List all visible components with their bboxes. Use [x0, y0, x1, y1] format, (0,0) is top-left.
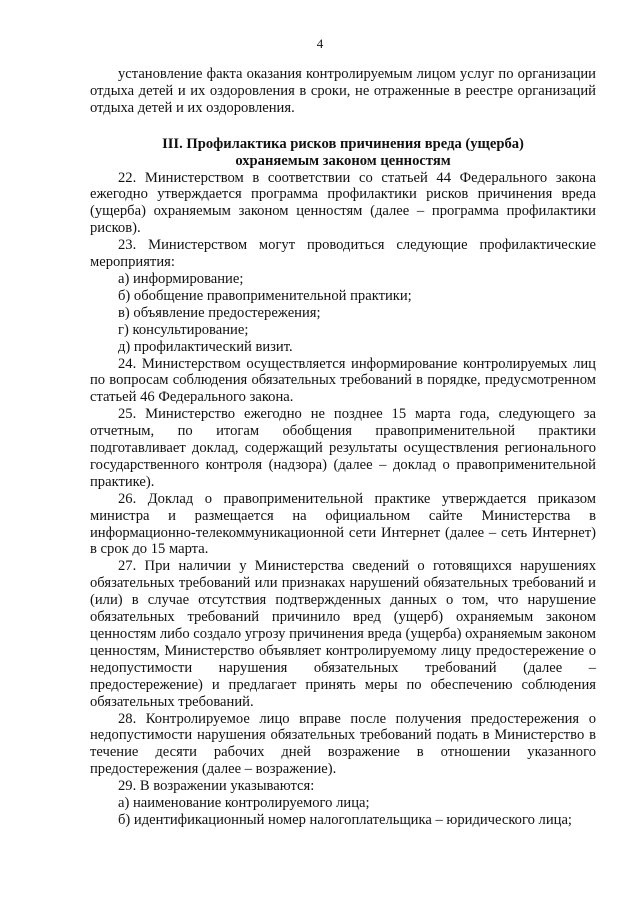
document-body	[90, 66, 596, 829]
intro-paragraph: установление факта оказания контролируемым лицом услуг по организации отдыха детей и их оздоровления в сроки, не отраженные в реестре организаций отдыха детей и их оздоровления.	[90, 66, 596, 116]
paragraph-29: 29. В возражении указываются:	[118, 778, 315, 795]
list-item-23b: б) обобщение правоприменительной практики;	[118, 287, 412, 304]
list-item-23c: в) объявление предостережения;	[118, 304, 321, 321]
list-item-23a: а) информирование;	[118, 270, 244, 287]
section-heading	[90, 136, 596, 170]
paragraph-24: 24. Министерством осуществляется информирование контролируемых лиц по вопросам соблюдения обязательных требований в порядке, предусмотренном статьей 46 Федерального закона.	[90, 355, 596, 406]
paragraph-27: 27. При наличии у Министерства сведений о готовящихся нарушениях обязательных требований или признаках нарушений обязательных требований и (или) в случае отсутствия подтвержденных данных о том, что нарушение обязательных требований причинило вред (ущерб) охраняемым законом ценностям либо создало угрозу причинения вреда (ущерба) охраняемым законом ценностям, Министерство объявляет контролируемому лицу предостережение о недопустимости нарушения обязательных требований (далее – предостережение) и предлагает принять меры по обеспечению соблюдения обязательных требований.	[90, 558, 596, 710]
list-item-29b: б) идентификационный номер налогоплательщика – юридического лица;	[118, 811, 572, 828]
list-item-29a: а) наименование контролируемого лица;	[118, 795, 370, 812]
section-heading-line2: охраняемым законом ценностям	[235, 152, 451, 169]
page-number: 4	[316, 36, 324, 51]
paragraph-22: 22. Министерством в соответствии со статьей 44 Федерального закона ежегодно утверждается программа профилактики рисков причинения вреда (ущерба) охраняемым законом ценностям (далее – программа профилактики рисков).	[90, 169, 596, 237]
paragraph-25: 25. Министерство ежегодно не позднее 15 марта года, следующего за отчетным, по итогам обобщения правоприменительной практики подготавливает доклад, содержащий результаты осуществления регионального государственного контроля (надзора) (далее – доклад о правоприменительной практике).	[90, 406, 596, 490]
paragraph-26: 26. Доклад о правоприменительной практике утверждается приказом министра и размещается на официальном сайте Министерства в информационно-телекоммуникационной сети Интернет (далее – сеть Интернет) в срок до 15 марта.	[90, 490, 596, 558]
list-item-23d: г) консультирование;	[118, 321, 249, 338]
paragraph-28: 28. Контролируемое лицо вправе после получения предостережения о недопустимости нарушения обязательных требований подать в Министерство в течение десяти рабочих дней возражение в отношении указанного предостережения (далее – возражение).	[90, 710, 596, 778]
list-item-23e: д) профилактический визит.	[118, 338, 293, 355]
section-heading-line1: III. Профилактика рисков причинения вреда (ущерба)	[162, 135, 524, 152]
paragraph-23: 23. Министерством могут проводиться следующие профилактические мероприятия:	[90, 237, 596, 271]
